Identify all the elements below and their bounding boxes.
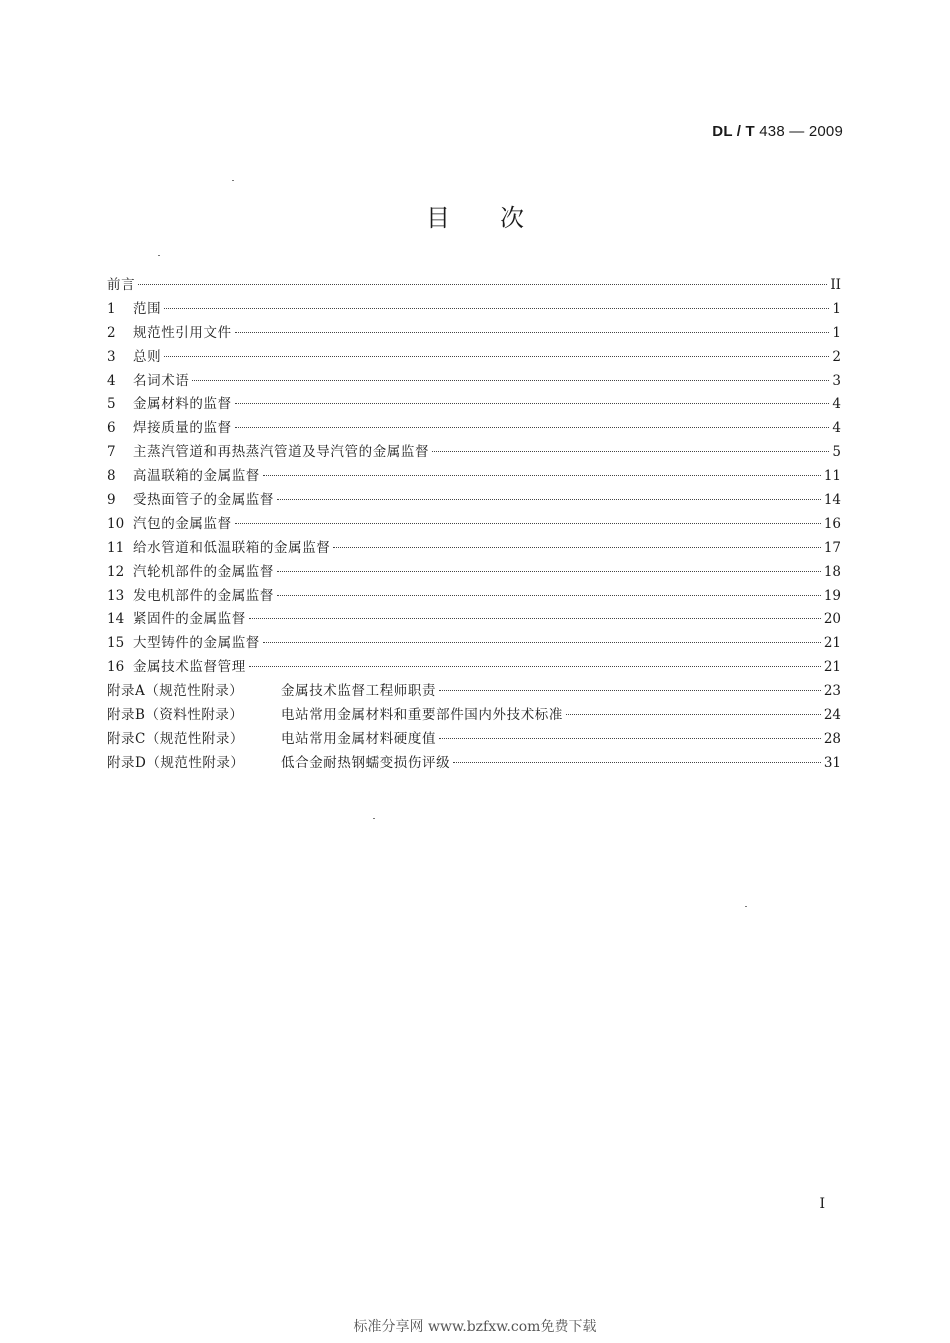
table-of-contents	[107, 274, 841, 776]
toc-entry-page: 31	[823, 754, 841, 771]
toc-entry-page: II	[830, 277, 841, 293]
toc-dot-leader	[277, 499, 821, 500]
toc-entry-number: 12	[107, 563, 125, 580]
toc-dot-leader	[263, 475, 821, 476]
toc-dot-leader	[164, 308, 829, 309]
toc-dot-leader	[432, 451, 829, 452]
toc-entry-title: 汽轮机部件的金属监督	[133, 563, 274, 580]
toc-entry-page: 21	[823, 635, 841, 652]
toc-dot-leader	[235, 523, 821, 524]
toc-entry-label	[107, 417, 232, 441]
toc-entry-title: 高温联箱的金属监督	[133, 468, 260, 485]
toc-entry-label	[107, 489, 274, 513]
toc-dot-leader	[235, 332, 830, 333]
toc-dot-leader	[453, 762, 821, 763]
toc-entry-page: 5	[832, 444, 841, 461]
toc-entry[interactable]	[107, 680, 841, 704]
toc-entry-title: 总则	[133, 348, 162, 365]
toc-entry-title: 发电机部件的金属监督	[133, 587, 274, 604]
toc-entry-page: 4	[832, 420, 841, 437]
toc-entry[interactable]	[107, 632, 841, 656]
toc-dot-leader	[277, 595, 821, 596]
toc-entry-page: 16	[823, 515, 841, 532]
toc-entry-number: 8	[107, 468, 116, 485]
toc-entry[interactable]	[107, 608, 841, 632]
toc-entry-page: 11	[823, 468, 841, 485]
toc-entry-appendix: 附录A（规范性附录）	[107, 683, 244, 700]
toc-entry-page: 20	[823, 611, 841, 628]
toc-entry-appendix: 附录C（规范性附录）	[107, 730, 244, 747]
toc-entry-number: 6	[107, 420, 116, 437]
toc-dot-leader	[566, 714, 821, 715]
toc-entry-label	[107, 608, 246, 632]
toc-entry-title: 给水管道和低温联箱的金属监督	[133, 539, 331, 556]
standard-prefix: DL / T	[712, 123, 755, 140]
toc-entry[interactable]	[107, 585, 841, 609]
toc-entry-number: 4	[107, 372, 116, 389]
toc-entry[interactable]	[107, 465, 841, 489]
toc-dot-leader	[439, 690, 821, 691]
toc-entry-number: 3	[107, 348, 116, 365]
toc-entry-page: 21	[823, 659, 841, 676]
toc-entry[interactable]	[107, 537, 841, 561]
toc-entry-label	[107, 656, 246, 680]
toc-entry-label	[107, 537, 330, 561]
toc-entry-number: 5	[107, 396, 116, 413]
toc-entry-title: 电站常用金属材料硬度值	[281, 730, 437, 747]
watermark-footer: 标准分享网 www.bzfxw.com免费下载	[353, 1319, 597, 1335]
page-title: 目次	[426, 204, 574, 232]
toc-entry-label	[107, 632, 260, 656]
toc-entry-label	[107, 441, 429, 465]
toc-entry-title: 焊接质量的监督	[133, 420, 232, 437]
toc-dot-leader	[164, 356, 829, 357]
toc-dot-leader	[235, 427, 830, 428]
toc-entry-title: 金属技术监督管理	[133, 659, 246, 676]
toc-entry[interactable]	[107, 298, 841, 322]
toc-entry-label	[107, 322, 232, 346]
toc-entry-title: 紧固件的金属监督	[133, 611, 246, 628]
toc-entry[interactable]	[107, 274, 841, 298]
toc-entry-label	[107, 680, 436, 704]
toc-entry-page: 28	[823, 730, 841, 747]
toc-entry-appendix: 附录D（规范性附录）	[107, 754, 245, 771]
toc-entry-page: 17	[823, 539, 841, 556]
toc-entry[interactable]	[107, 752, 841, 776]
toc-entry[interactable]	[107, 561, 841, 585]
toc-entry[interactable]	[107, 441, 841, 465]
toc-entry-label	[107, 346, 161, 370]
toc-entry-title: 受热面管子的金属监督	[133, 492, 274, 509]
toc-entry[interactable]	[107, 322, 841, 346]
toc-entry-title: 前言	[107, 277, 136, 293]
toc-entry-number: 1	[107, 300, 116, 317]
toc-entry-number: 13	[107, 587, 125, 604]
toc-dot-leader	[249, 618, 821, 619]
toc-entry[interactable]	[107, 393, 841, 417]
scan-speck	[745, 906, 747, 907]
toc-entry-label	[107, 728, 436, 752]
toc-entry-page: 4	[832, 396, 841, 413]
toc-entry-title: 低合金耐热钢蠕变损伤评级	[281, 754, 451, 771]
toc-entry-label	[107, 298, 161, 322]
toc-entry-label	[107, 370, 189, 394]
toc-entry-title: 电站常用金属材料和重要部件国内外技术标准	[281, 707, 563, 724]
toc-entry-label	[107, 513, 232, 537]
toc-entry-page: 14	[823, 492, 841, 509]
toc-entry-title: 规范性引用文件	[133, 324, 232, 341]
toc-entry[interactable]	[107, 370, 841, 394]
standard-code	[712, 123, 843, 140]
toc-entry-label	[107, 752, 450, 776]
toc-entry-page: 23	[823, 683, 841, 700]
toc-entry-page: 18	[823, 563, 841, 580]
toc-entry-page: 2	[832, 348, 841, 365]
toc-entry-label	[107, 274, 135, 298]
toc-entry-number: 9	[107, 492, 116, 509]
toc-dot-leader	[277, 571, 821, 572]
toc-entry-title: 范围	[133, 300, 162, 317]
scan-speck	[232, 180, 234, 181]
toc-dot-leader	[249, 666, 821, 667]
toc-entry-label	[107, 585, 274, 609]
toc-entry-number: 2	[107, 324, 116, 341]
toc-entry[interactable]	[107, 489, 841, 513]
toc-entry-title: 大型铸件的金属监督	[133, 635, 260, 652]
toc-entry-page: 1	[832, 324, 841, 341]
toc-entry-page: 1	[832, 300, 841, 317]
toc-entry-label	[107, 393, 232, 417]
toc-entry-number: 11	[107, 539, 125, 556]
toc-dot-leader	[138, 284, 827, 285]
toc-dot-leader	[333, 547, 820, 548]
toc-entry-page: 24	[823, 707, 841, 724]
toc-entry-title: 金属材料的监督	[133, 396, 232, 413]
scan-speck	[158, 255, 160, 256]
toc-entry[interactable]	[107, 704, 841, 728]
toc-entry-label	[107, 704, 563, 728]
toc-entry[interactable]	[107, 728, 841, 752]
standard-number: 438 — 2009	[759, 123, 843, 140]
toc-entry-title: 名词术语	[133, 372, 190, 389]
toc-entry[interactable]	[107, 346, 841, 370]
toc-entry-title: 主蒸汽管道和再热蒸汽管道及导汽管的金属监督	[133, 444, 430, 461]
toc-entry-appendix: 附录B（资料性附录）	[107, 707, 244, 724]
toc-entry-page: 3	[832, 372, 841, 389]
page-number: I	[819, 1196, 825, 1212]
toc-entry-label	[107, 561, 274, 585]
toc-entry-number: 15	[107, 635, 125, 652]
toc-entry-number: 10	[107, 515, 125, 532]
toc-entry[interactable]	[107, 513, 841, 537]
toc-entry-number: 7	[107, 444, 116, 461]
toc-dot-leader	[235, 403, 830, 404]
toc-entry[interactable]	[107, 656, 841, 680]
scan-speck	[373, 818, 375, 819]
toc-entry-title: 金属技术监督工程师职责	[281, 683, 437, 700]
toc-dot-leader	[439, 738, 821, 739]
toc-dot-leader	[263, 642, 821, 643]
toc-entry-page: 19	[823, 587, 841, 604]
toc-entry-label	[107, 465, 260, 489]
toc-entry-number: 16	[107, 659, 125, 676]
toc-entry-number: 14	[107, 611, 125, 628]
toc-dot-leader	[192, 380, 829, 381]
toc-entry-title: 汽包的金属监督	[133, 515, 232, 532]
toc-entry[interactable]	[107, 417, 841, 441]
